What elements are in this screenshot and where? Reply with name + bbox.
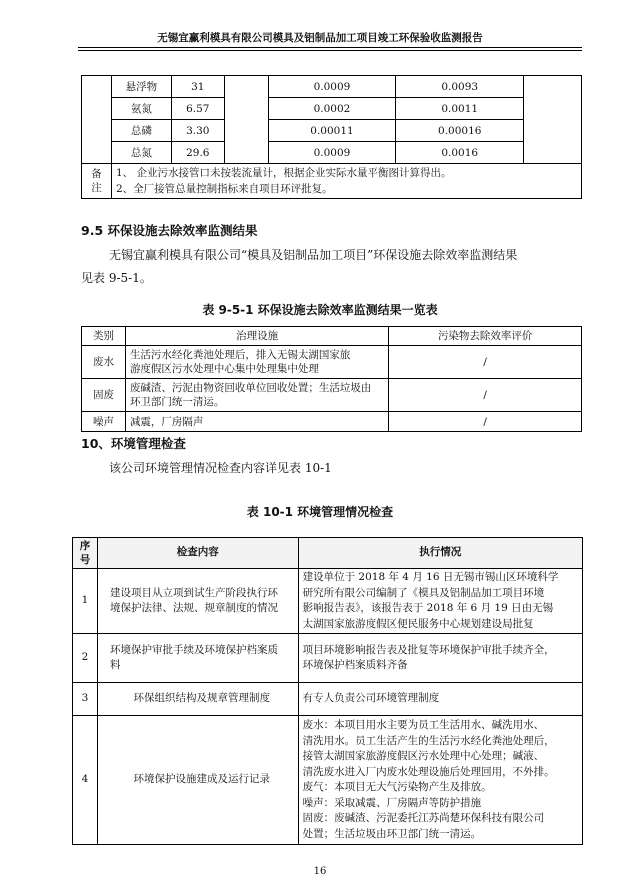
table-row xyxy=(82,120,582,142)
table-header-row xyxy=(73,538,583,569)
pollutant-name: 总氮 xyxy=(111,142,171,164)
header-check: 检查内容 xyxy=(97,538,298,569)
table-row xyxy=(82,98,582,120)
table-row xyxy=(73,683,583,716)
status-cell xyxy=(298,683,582,716)
emission-value-2: 0.0016 xyxy=(396,142,524,164)
header-rule-top xyxy=(78,47,582,48)
emission-value-2: 0.0093 xyxy=(396,76,524,98)
text-line: 清洗废水进入厂内废水处理设施后处理回用，不外排。 xyxy=(302,765,555,778)
pollutant-total-table xyxy=(81,75,582,199)
text-line: 游度假区污水处理中心集中处理集中处理 xyxy=(129,363,319,375)
column-header: 治理设施 xyxy=(125,327,388,346)
section-10-paragraph: 该公司环境管理情况检查内容详见表 10-1 xyxy=(109,461,332,475)
facility-cell xyxy=(125,346,388,379)
text-line: 建设单位于 2018 年 4 月 16 日无锡市锡山区环境科学 xyxy=(302,571,559,583)
section-9-5-paragraph-line2: 见表 9-5-1。 xyxy=(81,271,152,285)
emission-value-1: 0.0002 xyxy=(268,98,396,120)
efficiency-table xyxy=(81,326,582,432)
text-line: 1、 企业污水接管口未按装流量计，根据企业实际水量平衡图计算得出。 xyxy=(115,167,452,179)
evaluation-cell: / xyxy=(389,346,582,379)
text-line: 2、全厂接管总量控制指标来自项目环评批复。 xyxy=(115,183,333,195)
blank-cell xyxy=(82,76,112,164)
row-number: 3 xyxy=(73,683,98,716)
evaluation-cell: / xyxy=(389,412,582,432)
text-line: 环境保护审批手续及环境保护档案质 xyxy=(109,643,278,656)
text-line: 环保组织结构及规章管理制度 xyxy=(133,692,271,705)
pollutant-name: 氨氮 xyxy=(111,98,171,120)
check-item-cell xyxy=(97,716,298,845)
status-cell xyxy=(298,716,582,845)
text-line: 有专人负责公司环境管理制度 xyxy=(302,692,440,705)
section-heading-10: 10、环境管理检查 xyxy=(81,436,186,451)
text-line: 处置；生活垃圾由环卫部门统一清运。 xyxy=(302,827,482,840)
table-row xyxy=(82,142,582,164)
text-line: 清洗用水。员工生活产生的生活污水经化粪池处理后， xyxy=(302,734,555,747)
text-line: 境保护法律、法规、规章制度的情况 xyxy=(109,602,278,614)
status-cell xyxy=(298,634,582,683)
text-line: 噪声：采取减震、厂房隔声等防护措施 xyxy=(302,796,482,809)
table-row xyxy=(73,634,583,683)
text-line: 环境保护设施建成及运行记录 xyxy=(133,773,271,786)
status-cell xyxy=(298,569,582,634)
pollutant-name: 总磷 xyxy=(111,120,171,142)
text-line: 废气：本项目无大气污染物产生及排放。 xyxy=(302,781,492,793)
text-line: 减震，厂房隔声 xyxy=(129,415,204,428)
blank-cell xyxy=(524,76,582,164)
concentration: 29.6 xyxy=(171,142,224,164)
remark-label: 备注 xyxy=(82,164,112,199)
table-header-row xyxy=(82,327,582,346)
row-number: 2 xyxy=(73,634,98,683)
table-row xyxy=(82,379,582,412)
concentration: 6.57 xyxy=(171,98,224,120)
check-item-cell xyxy=(97,569,298,634)
page-number: 16 xyxy=(313,866,327,877)
emission-value-2: 0.00016 xyxy=(396,120,524,142)
section-9-5-paragraph-line1: 无锡宜赢利模具有限公司“模具及铝制品加工项目”环保设施去除效率监测结果 xyxy=(109,248,518,262)
remark-row xyxy=(82,164,582,199)
table-9-5-1-caption: 表 9-5-1 环保设施去除效率监测结果一览表 xyxy=(202,303,438,317)
text-line: 固废：废碱渣、污泥委托江苏尚楚环保科技有限公司 xyxy=(302,812,545,824)
concentration: 31 xyxy=(171,76,224,98)
text-line: 料 xyxy=(109,659,121,671)
column-header: 污染物去除效率评价 xyxy=(389,327,582,346)
header-status: 执行情况 xyxy=(298,538,582,569)
pollutant-name: 悬浮物 xyxy=(111,76,171,98)
category-cell: 废水 xyxy=(82,346,126,379)
category-cell: 噪声 xyxy=(82,412,126,432)
concentration: 3.30 xyxy=(171,120,224,142)
text-line: 项目环境影响报告表及批复等环境保护审批手续齐全， xyxy=(302,643,555,656)
row-number: 4 xyxy=(73,716,98,845)
text-line: 太湖国家旅游度假区便民服务中心规划建设局批复 xyxy=(302,617,534,630)
table-row xyxy=(82,412,582,432)
check-item-cell xyxy=(97,683,298,716)
text-line: 废碱渣、污泥由物资回收单位回收处置；生活垃圾由 xyxy=(129,382,372,394)
facility-cell xyxy=(125,379,388,412)
text-line: 影响报告表》，该报告表于 2018 年 6 月 19 日由无锡 xyxy=(302,602,554,614)
text-line: 环境保护档案质料齐备 xyxy=(302,659,408,671)
table-row xyxy=(82,346,582,379)
table-row xyxy=(73,569,583,634)
env-management-table xyxy=(72,537,583,845)
category-cell: 固废 xyxy=(82,379,126,412)
facility-cell xyxy=(125,412,388,432)
text-line: 研究所有限公司编制了《模具及铝制品加工项目环境 xyxy=(302,586,545,599)
section-heading-9-5: 9.5 环保设施去除效率监测结果 xyxy=(81,223,258,238)
emission-value-2: 0.0011 xyxy=(396,98,524,120)
text-line: 废水：本项目用水主要为员工生活用水、碱洗用水、 xyxy=(302,719,545,731)
emission-value-1: 0.00011 xyxy=(268,120,396,142)
table-row xyxy=(73,716,583,845)
row-number: 1 xyxy=(73,569,98,634)
emission-value-1: 0.0009 xyxy=(268,142,396,164)
text-line: 建设项目从立项到试生产阶段执行环 xyxy=(109,586,278,599)
header-no: 序号 xyxy=(73,538,98,569)
header-rule-bottom xyxy=(78,50,582,51)
blank-cell xyxy=(224,76,268,164)
table-row xyxy=(82,76,582,98)
check-item-cell xyxy=(97,634,298,683)
emission-value-1: 0.0009 xyxy=(268,76,396,98)
text-line: 环卫部门统一清运。 xyxy=(129,396,225,408)
table-10-1-caption: 表 10-1 环境管理情况检查 xyxy=(246,505,394,519)
column-header: 类别 xyxy=(82,327,126,346)
evaluation-cell: / xyxy=(389,379,582,412)
remark-text xyxy=(111,164,581,199)
text-line: 接管太湖国家旅游度假区污水处理中心处理；碱液、 xyxy=(302,750,545,762)
report-header: 无锡宜赢利模具有限公司模具及铝制品加工项目竣工环保验收监测报告 xyxy=(157,32,483,44)
text-line: 生活污水经化粪池处理后，排入无锡太湖国家旅 xyxy=(129,349,351,361)
